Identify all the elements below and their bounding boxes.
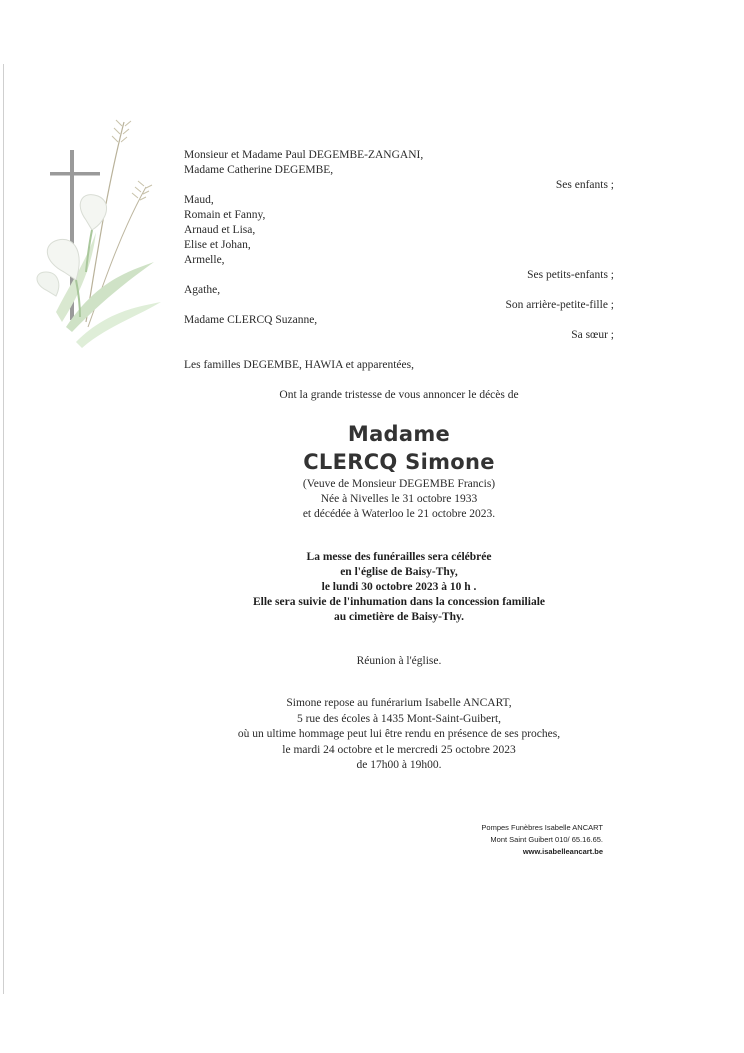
footer-company: Pompes Funèbres Isabelle ANCART <box>481 823 603 832</box>
announcement: Ont la grande tristesse de vous annoncer le décès de <box>279 389 519 401</box>
grandchild-4: Elise et Johan, <box>184 239 251 251</box>
great-grandchild-label: Son arrière-petite-fille ; <box>505 299 614 311</box>
footer-phone: Mont Saint Guibert 010/ 65.16.65. <box>490 835 603 844</box>
widow-of: (Veuve de Monsieur DEGEMBE Francis) <box>302 478 496 490</box>
funeral-line-2: en l'église de Baisy-Thy, <box>340 566 458 578</box>
visitation-line-2: 5 rue des écoles à 1435 Mont-Saint-Guibert, <box>296 712 502 725</box>
funeral-line-1: La messe des funérailles sera célébrée <box>306 551 492 563</box>
grandchild-3: Arnaud et Lisa, <box>184 224 256 236</box>
funeral-line-5: au cimetière de Baisy-Thy. <box>333 611 465 623</box>
grandchild-5: Armelle, <box>184 254 225 266</box>
funeral-home-footer <box>420 822 603 858</box>
deceased-title: Madame <box>347 422 451 446</box>
grandchild-1: Maud, <box>184 194 214 206</box>
visitation-line-5: de 17h00 à 19h00. <box>356 759 442 771</box>
birth-line: Née à Nivelles le 31 octobre 1933 <box>320 493 478 505</box>
page-edge-line <box>3 64 4 994</box>
funeral-line-3: le lundi 30 octobre 2023 à 10 h . <box>321 581 477 593</box>
sister: Madame CLERCQ Suzanne, <box>184 314 318 326</box>
reunion-line: Réunion à l'église. <box>356 655 442 667</box>
children-label: Ses enfants ; <box>555 179 614 191</box>
sister-label: Sa sœur ; <box>571 329 614 341</box>
visitation-line-4: le mardi 24 octobre et le mercredi 25 octobre 2023 <box>282 743 516 756</box>
cross-lily-illustration <box>26 112 166 362</box>
children-line-2: Madame Catherine DEGEMBE, <box>184 164 334 176</box>
great-grandchild: Agathe, <box>184 284 221 296</box>
visitation-line-1: Simone repose au funérarium Isabelle ANCART, <box>286 697 512 709</box>
children-line-1: Monsieur et Madame Paul DEGEMBE-ZANGANI, <box>184 149 424 161</box>
family-list <box>184 148 614 373</box>
death-line: et décédée à Waterloo le 21 octobre 2023. <box>302 508 496 520</box>
deceased-details <box>184 477 614 522</box>
funeral-line-4: Elle sera suivie de l'inhumation dans la concession familiale <box>253 596 545 608</box>
grandchild-2: Romain et Fanny, <box>184 209 266 221</box>
funeral-details <box>184 550 614 625</box>
visitation-line-3: où un ultime hommage peut lui être rendu en présence de ses proches, <box>237 728 561 740</box>
families-line: Les familles DEGEMBE, HAWIA et apparentées, <box>184 359 414 371</box>
visitation-details <box>184 696 614 774</box>
deceased-name: CLERCQ Simone <box>303 450 495 474</box>
grandchildren-label: Ses petits-enfants ; <box>527 269 614 281</box>
footer-website: www.isabelleancart.be <box>522 847 603 856</box>
